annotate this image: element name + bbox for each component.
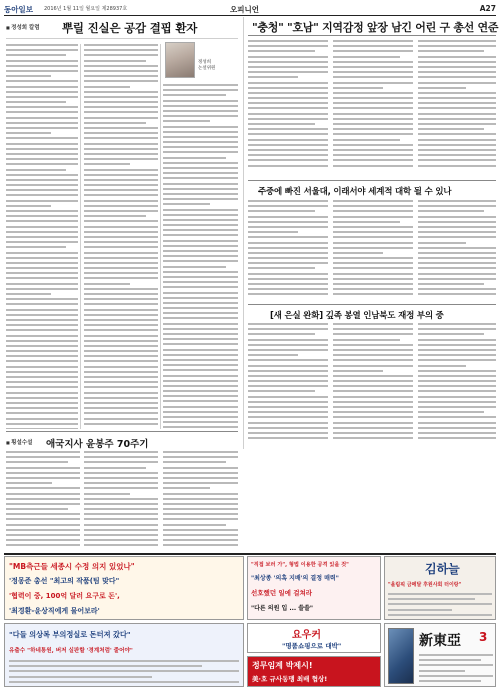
section-title: 오피니언 xyxy=(230,5,259,14)
columnist-byline xyxy=(198,60,215,72)
sub2-body-2 xyxy=(333,323,413,447)
ad5-brand: 요우커 xyxy=(292,630,321,641)
ad5-headline: "명품쇼핑으로 대박" xyxy=(282,642,342,650)
lead-body-3 xyxy=(418,40,496,175)
brand-logo: 동아일보 xyxy=(4,5,33,14)
ad6-headline: 美·호 규사동맹 최배 협상! xyxy=(252,675,328,683)
ad3-body xyxy=(9,660,239,685)
ad-divider xyxy=(4,553,496,555)
columnist-name: 정성희 xyxy=(198,60,212,65)
ad3-headline-1: "다들 의상복 부의정실로 돈터져 갔다" xyxy=(9,630,131,639)
ad6-title: 정무임계 박제시! xyxy=(252,661,313,670)
ad2-headline-4: "다른 의원 입 ... 쓸쓸" xyxy=(251,605,314,612)
column-headline: 뿌릴 진실은 공감 결핍 환자 xyxy=(62,21,198,35)
magazine-cover-image xyxy=(388,628,414,684)
sub1-body-3 xyxy=(418,200,496,300)
sub1-body-2 xyxy=(333,200,413,300)
columnist-role: 논설위원 xyxy=(198,66,216,71)
lead-body-1 xyxy=(248,40,328,175)
ad3-headline-2: 유출수 "하네통원, 버저 실판할 '경계처럼' 줄어야" xyxy=(9,648,133,654)
ad1-headline-2: '정몽준 총선 "최고의 작품(팀 맞다" xyxy=(9,577,120,585)
magazine-issue: 3 xyxy=(479,630,488,644)
column-body-2 xyxy=(84,44,158,429)
ad4-body xyxy=(388,593,492,618)
page-number: A27 xyxy=(479,4,496,13)
ad-block-5[interactable] xyxy=(247,623,381,653)
issue-date: 2016년 1월 11일 월요일 제28937호 xyxy=(44,6,128,12)
sub1-body-1 xyxy=(248,200,328,300)
magazine-toc xyxy=(419,654,493,684)
ad4-title: 김하늘 xyxy=(425,562,460,576)
page-divider xyxy=(243,17,244,449)
ad-block-6[interactable] xyxy=(247,656,381,687)
ad-block-2[interactable] xyxy=(247,556,381,620)
column2-kicker: ■ 횡설수설 xyxy=(6,438,32,446)
sub2-body-3 xyxy=(418,323,496,447)
divider xyxy=(248,180,496,181)
ad1-headline-3: '협력이 중, 100억 달러 요구로 돈', xyxy=(9,592,120,600)
sub-headline-1: 주중에 빠진 서울대, 이래서야 세계적 대학 될 수 있나 xyxy=(258,187,452,197)
ad-block-magazine[interactable] xyxy=(384,623,496,687)
column-kicker: ■ 정성희 칼럼 xyxy=(6,23,40,31)
columnist-photo xyxy=(165,42,195,78)
magazine-title: 新東亞 xyxy=(419,633,461,649)
divider xyxy=(6,38,238,39)
column2-body-2 xyxy=(84,451,158,551)
divider xyxy=(248,304,496,305)
ad-block-1[interactable] xyxy=(4,556,244,620)
sub-headline-2: [새 은실 완화] 깊족 봉열 인남북도 재정 부의 중 xyxy=(270,311,444,321)
ad2-headline-1: "직접 보러 가", 형법 이용한 공격 있을 것" xyxy=(251,562,349,568)
divider xyxy=(6,431,238,432)
column2-body-1 xyxy=(6,451,80,551)
column-divider xyxy=(80,44,81,429)
ad2-headline-2: "최상종 '의혹 지배'의 결정 매력" xyxy=(251,575,339,582)
column-divider xyxy=(160,44,161,429)
ad-block-4[interactable] xyxy=(384,556,496,620)
ad4-headline: "올림픽 금메달 후원사회 터이랑" xyxy=(388,582,462,588)
column2-body-3 xyxy=(163,451,238,551)
column-body-1 xyxy=(6,44,78,429)
divider xyxy=(248,35,496,36)
ad1-headline-4: '최경환-윤상직에게 물어보라' xyxy=(9,607,100,615)
page-header xyxy=(4,4,496,16)
ad1-headline-1: "MB측근들 세종시 수정 의지 있었나" xyxy=(9,562,135,571)
lead-body-2 xyxy=(333,40,413,175)
ad2-headline-3: 선호했던 일에 걸쳐라 xyxy=(251,589,313,597)
ad-block-3[interactable] xyxy=(4,623,244,687)
lead-headline: "충청" "호남" 지역감정 앞장 남긴 어린 구 총선 연준 xyxy=(252,21,499,34)
column-body-3 xyxy=(163,84,238,429)
column2-headline: 애국지사 윤봉주 70주기 xyxy=(46,439,149,450)
sub2-body-1 xyxy=(248,323,328,447)
